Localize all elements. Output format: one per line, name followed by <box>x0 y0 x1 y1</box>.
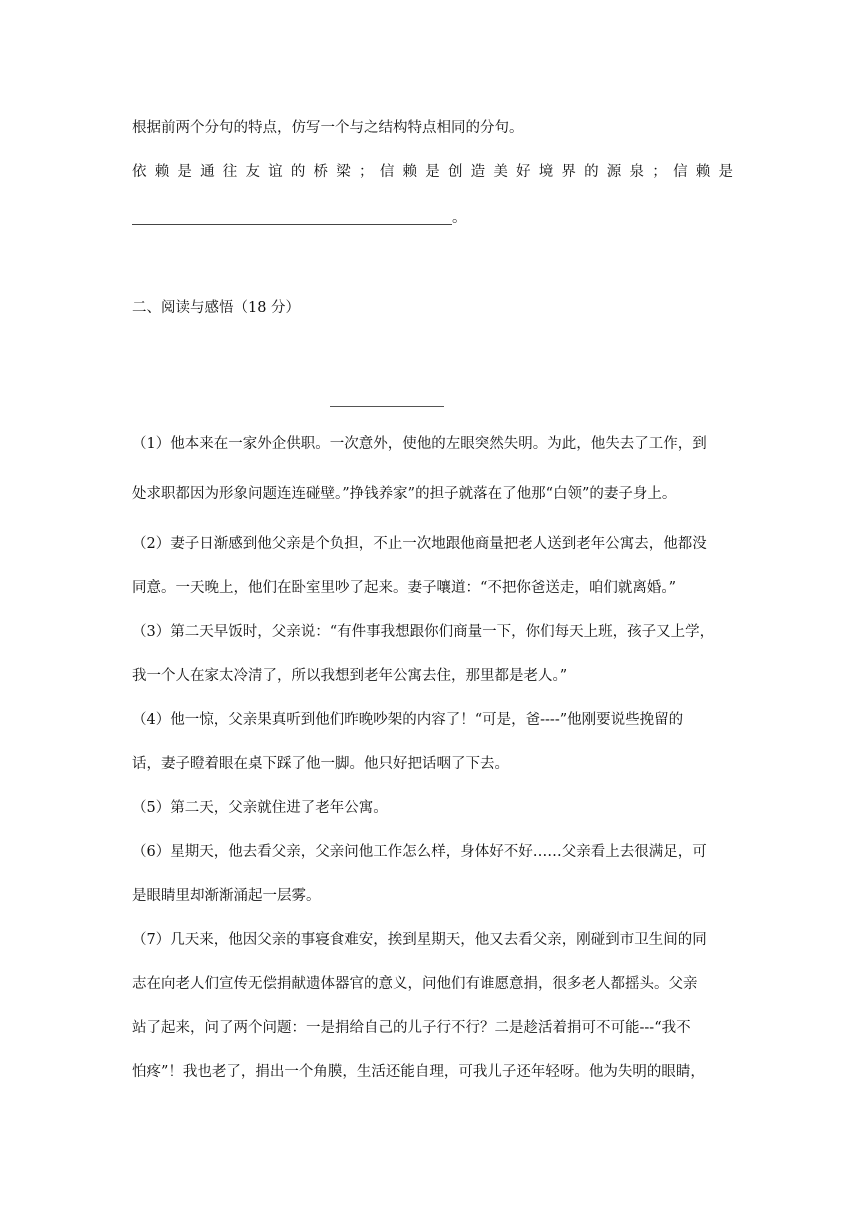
answer-blank-line <box>132 224 452 225</box>
answer-blank-end: 。 <box>452 210 467 226</box>
paragraph-line: （6）星期天，他去看父亲，父亲问他工作怎么样，身体好不好……父亲看上去很满足，可 <box>132 844 707 860</box>
paragraph-line: 是眼睛里却渐渐涌起一层雾。 <box>132 888 321 904</box>
paragraph-line: （2）妻子日渐感到他父亲是个负担，不止一次地跟他商量把老人送到老年公寓去，他都没 <box>132 536 707 552</box>
paragraph-line: 志在向老人们宣传无偿捐献遗体器官的意义，问他们有谁愿意捐，很多老人都摇头。父亲 <box>132 976 698 992</box>
paragraph-line: 话，妻子瞪着眼在桌下踩了他一脚。他只好把话咽了下去。 <box>132 756 509 772</box>
paragraph-line: 同意。一天晚上，他们在卧室里吵了起来。妻子嚷道：“不把你爸送走，咱们就离婚。” <box>132 580 677 596</box>
paragraph-line: 怕疼”！我也老了，捐出一个角膜，生活还能自理，可我儿子还年轻呀。他为失明的眼睛， <box>132 1064 705 1080</box>
paragraph-line: （5）第二天，父亲就住进了老年公寓。 <box>132 800 388 816</box>
passage-title-rule <box>330 406 444 407</box>
paragraph-line: 我一个人在家太冷清了，所以我想到老年公寓去住，那里都是老人。” <box>132 668 568 684</box>
paragraph-line: （1）他本来在一家外企供职。一次意外，使他的左眼突然失明。为此，他失去了工作，到 <box>132 436 707 452</box>
section-heading: 二、阅读与感悟（18 分） <box>132 300 301 316</box>
instruction-text: 根据前两个分句的特点，仿写一个与之结构特点相同的分句。 <box>132 120 524 136</box>
paragraph-line: （7）几天来，他因父亲的事寝食难安，挨到星期天，他又去看父亲，刚碰到市卫生间的同 <box>132 932 707 948</box>
paragraph-line: （3）第二天早饭时，父亲说：“有件事我想跟你们商量一下，你们每天上班，孩子又上学， <box>132 624 715 640</box>
example-sentence: 依 赖 是 通 往 友 谊 的 桥 梁 ； 信 赖 是 创 造 美 好 境 界 的 源 泉 ； 信 赖 是 <box>132 164 733 180</box>
paragraph-line: （4）他一惊，父亲果真听到他们昨晚吵架的内容了！“可是，爸----”他刚要说些挽留的 <box>132 712 684 728</box>
paragraph-line: 处求职都因为形象问题连连碰壁。”挣钱养家”的担子就落在了他那“白领”的妻子身上。 <box>132 486 677 502</box>
paragraph-line: 站了起来，问了两个问题：一是捐给自己的儿子行不行？二是趁活着捐可不可能---“我不 <box>132 1020 691 1036</box>
